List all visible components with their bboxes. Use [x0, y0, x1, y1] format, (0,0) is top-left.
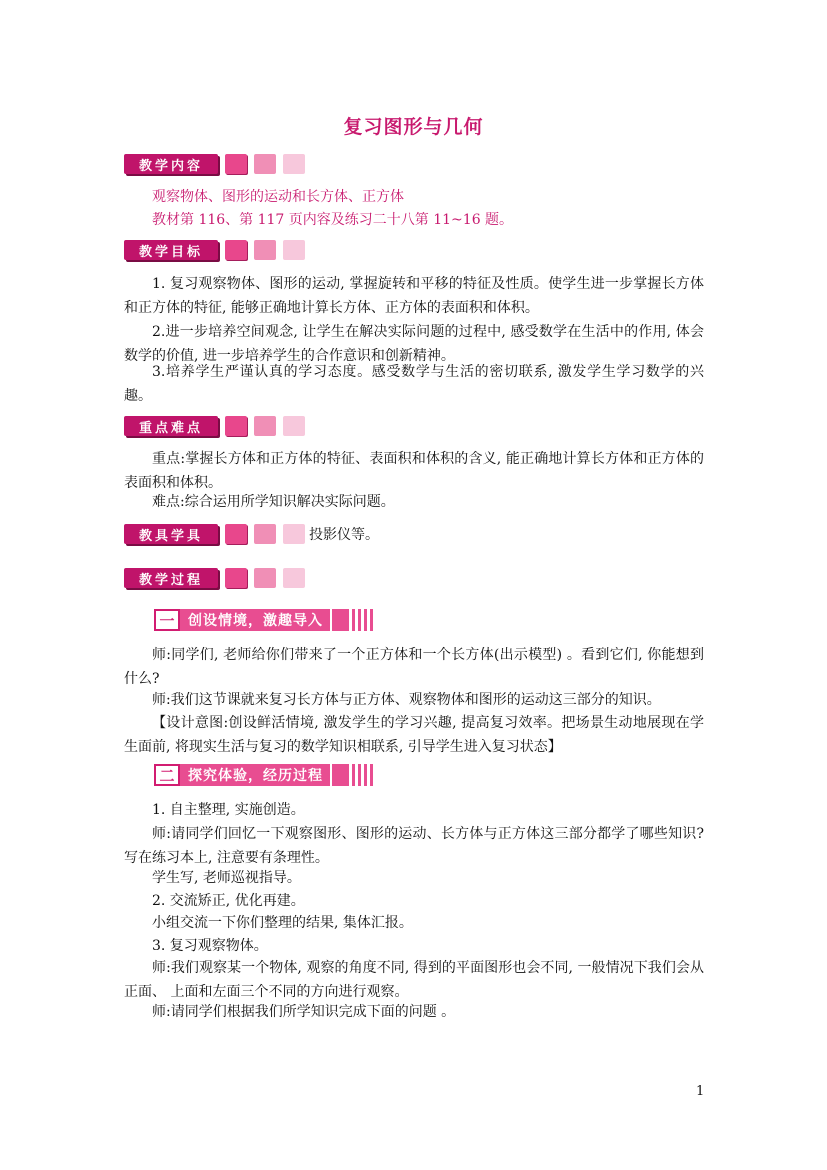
- section-badge: 教具学具: [124, 524, 218, 544]
- decor-square: [254, 240, 276, 260]
- decor-square: [254, 568, 276, 588]
- paragraph: 2. 交流矫正, 优化再建。: [152, 893, 305, 909]
- section-badge: 重点难点: [124, 416, 218, 436]
- decor-square: [225, 416, 247, 436]
- key-item: 难点:综合运用所学知识解决实际问题。: [152, 494, 395, 510]
- decor-square: [225, 568, 247, 588]
- decor-square: [283, 568, 305, 588]
- section-header-process: [124, 567, 305, 589]
- section-badge: 教学目标: [124, 240, 218, 260]
- tools-text: 投影仪等。: [309, 527, 379, 543]
- decor-square: [225, 154, 247, 174]
- section-badge: 教学过程: [124, 568, 218, 588]
- decor-square: [254, 524, 276, 544]
- content-line: 观察物体、图形的运动和长方体、正方体: [152, 189, 404, 205]
- step-header-two: [154, 764, 379, 786]
- paragraph: 师:我们这节课就来复习长方体与正方体、观察物体和图形的运动这三部分的知识。: [152, 692, 661, 708]
- decor-square: [254, 416, 276, 436]
- section-header-goals: [124, 239, 305, 261]
- section-header-content: [124, 153, 305, 175]
- paragraph: 师:同学们, 老师给你们带来了一个正方体和一个长方体(出示模型) 。看到它们, 你能想到什么?: [124, 647, 704, 687]
- paragraph: 师:请同学们回忆一下观察图形、图形的运动、长方体与正方体这三部分都学了哪些知识?写在练习本上, 注意要有条理性。: [124, 826, 704, 866]
- paragraph: 1. 自主整理, 实施创造。: [152, 802, 305, 818]
- decor-square: [283, 240, 305, 260]
- paragraph: 小组交流一下你们整理的结果, 集体汇报。: [152, 915, 413, 931]
- step-header-one: [154, 609, 379, 631]
- step-title: 探究体验，经历过程: [180, 764, 349, 786]
- decor-square: [283, 416, 305, 436]
- paragraph: 师:我们观察某一个物体, 观察的角度不同, 得到的平面图形也会不同, 一般情况下我们会从正面、 上面和左面三个不同的方向进行观察。: [124, 960, 704, 1000]
- decor-square: [283, 524, 305, 544]
- decor-square: [225, 524, 247, 544]
- decor-stripes: [349, 609, 379, 631]
- content-line: 教材第 116、第 117 页内容及练习二十八第 11~16 题。: [152, 212, 514, 228]
- paragraph: 学生写, 老师巡视指导。: [152, 870, 301, 886]
- step-number: 二: [154, 764, 180, 786]
- document-title: 复习图形与几何: [343, 116, 484, 138]
- goal-item: 3.培养学生严谨认真的学习态度。感受数学与生活的密切联系, 激发学生学习数学的兴趣。: [124, 364, 704, 404]
- paragraph: 师:请同学们根据我们所学知识完成下面的问题 。: [152, 1004, 456, 1020]
- section-header-tools: [124, 523, 379, 545]
- design-intent: 【设计意图:创设鲜活情境, 激发学生的学习兴趣, 提高复习效率。把场景生动地展现在学生面前, 将现实生活与复习的数学知识相联系, 引导学生进入复习状态】: [124, 715, 704, 755]
- decor-square: [283, 154, 305, 174]
- goal-item: 1. 复习观察物体、图形的运动, 掌握旋转和平移的特征及性质。使学生进一步掌握长方体和正方体的特征, 能够正确地计算长方体、正方体的表面积和体积。: [124, 276, 704, 316]
- decor-stripes: [349, 764, 379, 786]
- decor-square: [254, 154, 276, 174]
- decor-square: [225, 240, 247, 260]
- page-number: 1: [696, 1084, 705, 1099]
- paragraph: 3. 复习观察物体。: [152, 938, 268, 954]
- goal-item: 2.进一步培养空间观念, 让学生在解决实际问题的过程中, 感受数学在生活中的作用, 体会数学的价值, 进一步培养学生的合作意识和创新精神。: [124, 324, 704, 364]
- key-item: 重点:掌握长方体和正方体的特征、表面积和体积的含义, 能正确地计算长方体和正方体的表面积和体积。: [124, 451, 704, 491]
- section-badge: 教学内容: [124, 154, 218, 174]
- step-number: 一: [154, 609, 180, 631]
- step-title: 创设情境，激趣导入: [180, 609, 349, 631]
- section-header-key: [124, 415, 305, 437]
